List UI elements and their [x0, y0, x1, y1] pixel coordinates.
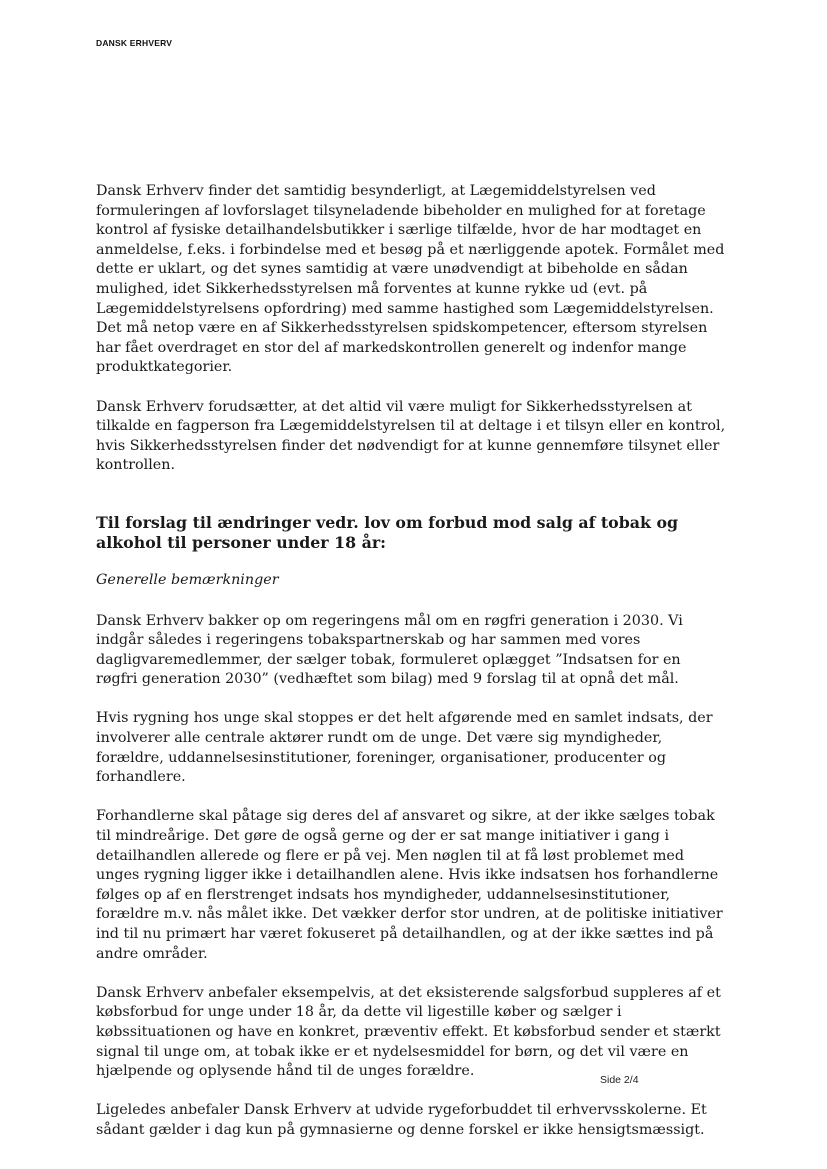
document-body [96, 182, 726, 1141]
paragraph-forhandlerne: Forhandlerne skal påtage sig deres del af ansvaret og sikre, at der ikke sælges tobak til mindreårige. Det gøre de også gerne og der er sat mange initiativer i gang i detailhandlen allerede og flere er på vej. Men nøglen til at få løst problemet med unges rygning ligger ikke i detailhandlen alene. Hvis ikke indsatsen hos forhandlerne følges op af en flerstrenget indsats hos myndigheder, uddannelsesinstitutioner, forældre m.v. nås målet ikke. Det vækker derfor stor undren, at de politiske initiativer ind til nu primært har været fokuseret på detailhandlen, og at der ikke sættes ind på andre områder. [96, 808, 723, 962]
section-subheading: Generelle bemærkninger [96, 571, 279, 588]
paragraph-fagperson: Dansk Erhverv forudsætter, at det altid vil være muligt for Sikkerhedsstyrelsen at tilkalde en fagperson fra Lægemiddelstyrelsen til at deltage i et tilsyn eller en kontrol, hvis Sikkerhedsstyrelsen finder det nødvendigt for at kunne gennemføre tilsynet eller kontrollen. [96, 398, 726, 474]
paragraph-samlet-indsats: Hvis rygning hos unge skal stoppes er det helt afgørende med en samlet indsats, der involverer alle centrale aktører rundt om de unge. Det være sig myndigheder, forældre, uddannelsesinstitutioner, foreninger, organisationer, producenter og forhandlere. [96, 710, 713, 786]
section-heading: Til forslag til ændringer vedr. lov om forbud mod salg af tobak og alkohol til personer under 18 år: [96, 512, 679, 552]
page-number: Side 2/4 [600, 1074, 639, 1086]
paragraph-rygeforbud: Ligeledes anbefaler Dansk Erhverv at udvide rygeforbuddet til erhvervsskolerne. Et sådant gælder i dag kun på gymnasierne og denne forskel er ikke hensigtsmæssigt. [96, 1102, 707, 1138]
paragraph-roegfri-generation: Dansk Erhverv bakker op om regeringens mål om en røgfri generation i 2030. Vi indgår således i regeringens tobakspartnerskab og har sammen med vores dagligvaremedlemmer, der sælger tobak, formuleret oplægget ”Indsatsen for en røgfri generation 2030” (vedhæftet som bilag) med 9 forslag til at opnå det mål. [96, 612, 683, 688]
paragraph-koebsforbud: Dansk Erhverv anbefaler eksempelvis, at det eksisterende salgsforbud suppleres af et købsforbud for unge under 18 år, da dette vil ligestille køber og sælger i købssituationen og have en konkret, præventiv effekt. Et købsforbud sender et stærkt signal til unge om, at tobak ikke er et nydelsesmiddel for børn, og det vil være en hjælpende og oplysende hånd til de unges forældre. [96, 984, 721, 1080]
paragraph-kontrol: Dansk Erhverv finder det samtidig besynderligt, at Lægemiddelstyrelsen ved formuleringen af lovforslaget tilsyneladende bibeholder en mulighed for at foretage kontrol af fysiske detailhandelsbutikker i særlige tilfælde, hvor de har modtaget en anmeldelse, f.eks. i forbindelse med et besøg på et nærliggende apotek. Formålet med dette er uklart, og det synes samtidig at være unødvendigt at bibeholde en sådan mulighed, idet Sikkerhedsstyrelsen må forventes at kunne rykke ud (evt. på Lægemiddelstyrelsens opfordring) med samme hastighed som Lægemiddelstyrelsen. Det må netop være en af Sikkerhedsstyrelsen spidskompetencer, eftersom styrelsen har fået overdraget en stor del af markedskontrollen generelt og indenfor mange produktkategorier. [96, 183, 725, 376]
organization-header: DANSK ERHVERV [96, 38, 173, 48]
